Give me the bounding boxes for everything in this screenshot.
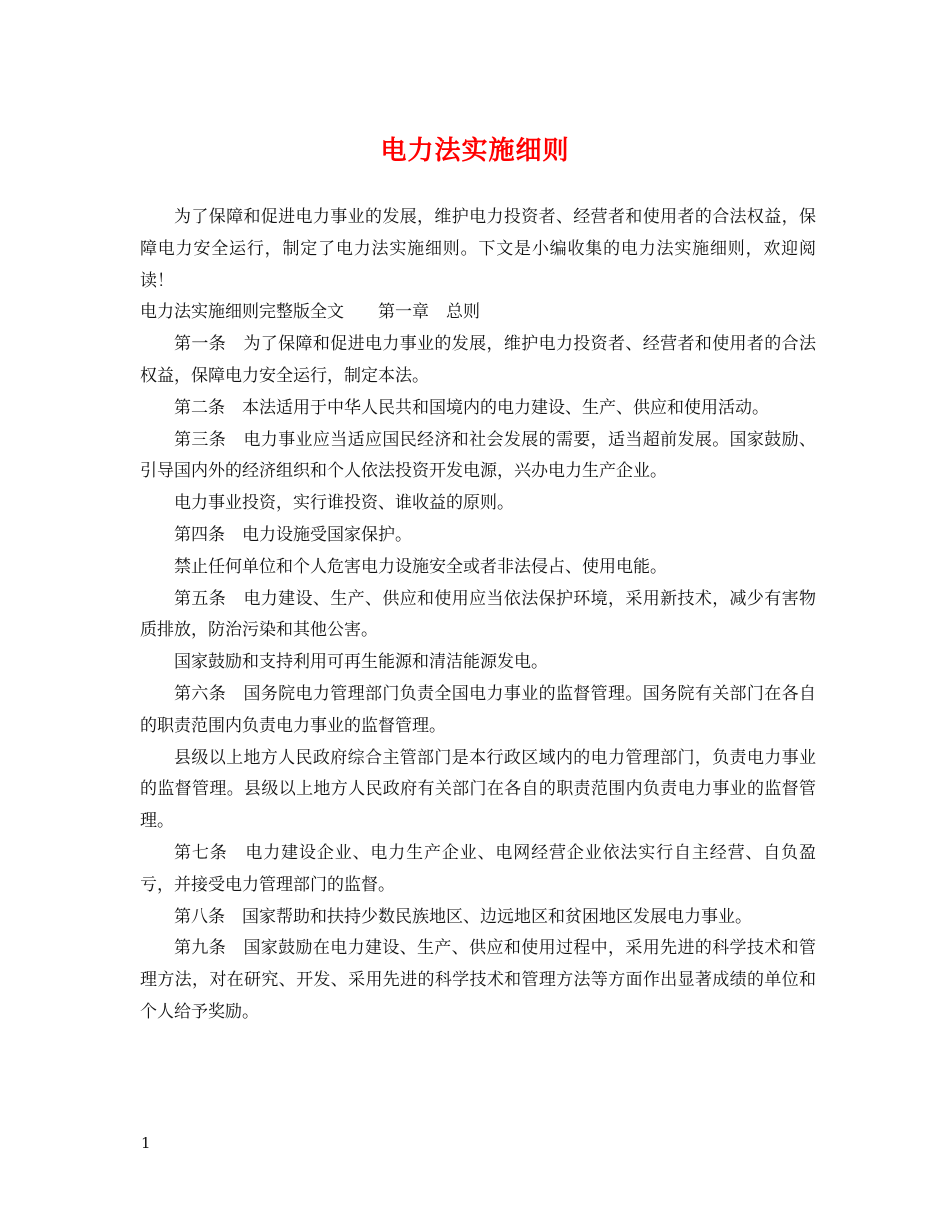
article-3: 第三条 电力事业应当适应国民经济和社会发展的需要，适当超前发展。国家鼓励、引导国内外的经济组织和个人依法投资开发电源，兴办电力生产企业。 bbox=[140, 429, 816, 482]
intro-paragraph: 为了保障和促进电力事业的发展，维护电力投资者、经营者和使用者的合法权益，保障电力安全运行，制定了电力法实施细则。下文是小编收集的电力法实施细则，欢迎阅读！ bbox=[140, 207, 816, 291]
document-title: 电力法实施细则 bbox=[380, 136, 570, 166]
article-2: 第二条 本法适用于中华人民共和国境内的电力建设、生产、供应和使用活动。 bbox=[174, 397, 769, 418]
article-6: 第六条 国务院电力管理部门负责全国电力事业的监督管理。国务院有关部门在各自的职责范围内负责电力事业的监督管理。 bbox=[140, 683, 816, 736]
article-1: 第一条 为了保障和促进电力事业的发展，维护电力投资者、经营者和使用者的合法权益，保障电力安全运行，制定本法。 bbox=[140, 334, 816, 386]
article-3-clause-2: 电力事业投资，实行谁投资、谁收益的原则。 bbox=[174, 493, 514, 514]
article-9: 第九条 国家鼓励在电力建设、生产、供应和使用过程中，采用先进的科学技术和管理方法，对在研究、开发、采用先进的科学技术和管理方法等方面作出显著成绩的单位和个人给予奖励。 bbox=[140, 938, 816, 1022]
article-4-clause-2: 禁止任何单位和个人危害电力设施安全或者非法侵占、使用电能。 bbox=[174, 556, 667, 577]
chapter-heading: 电力法实施细则完整版全文 第一章 总则 bbox=[140, 302, 480, 323]
article-7: 第七条 电力建设企业、电力生产企业、电网经营企业依法实行自主经营、自负盈亏，并接受电力管理部门的监督。 bbox=[140, 842, 816, 895]
page-number: 1 bbox=[141, 1134, 151, 1152]
article-8: 第八条 国家帮助和扶持少数民族地区、边远地区和贫困地区发展电力事业。 bbox=[174, 906, 752, 927]
document-body bbox=[140, 202, 816, 1029]
article-5: 第五条 电力建设、生产、供应和使用应当依法保护环境，采用新技术，减少有害物质排放，防治污染和其他公害。 bbox=[140, 588, 816, 641]
article-6-clause-2: 县级以上地方人民政府综合主管部门是本行政区域内的电力管理部门，负责电力事业的监督管理。县级以上地方人民政府有关部门在各自的职责范围内负责电力事业的监督管理。 bbox=[140, 747, 816, 832]
article-4: 第四条 电力设施受国家保护。 bbox=[174, 524, 412, 545]
article-5-clause-2: 国家鼓励和支持利用可再生能源和清洁能源发电。 bbox=[174, 652, 548, 673]
